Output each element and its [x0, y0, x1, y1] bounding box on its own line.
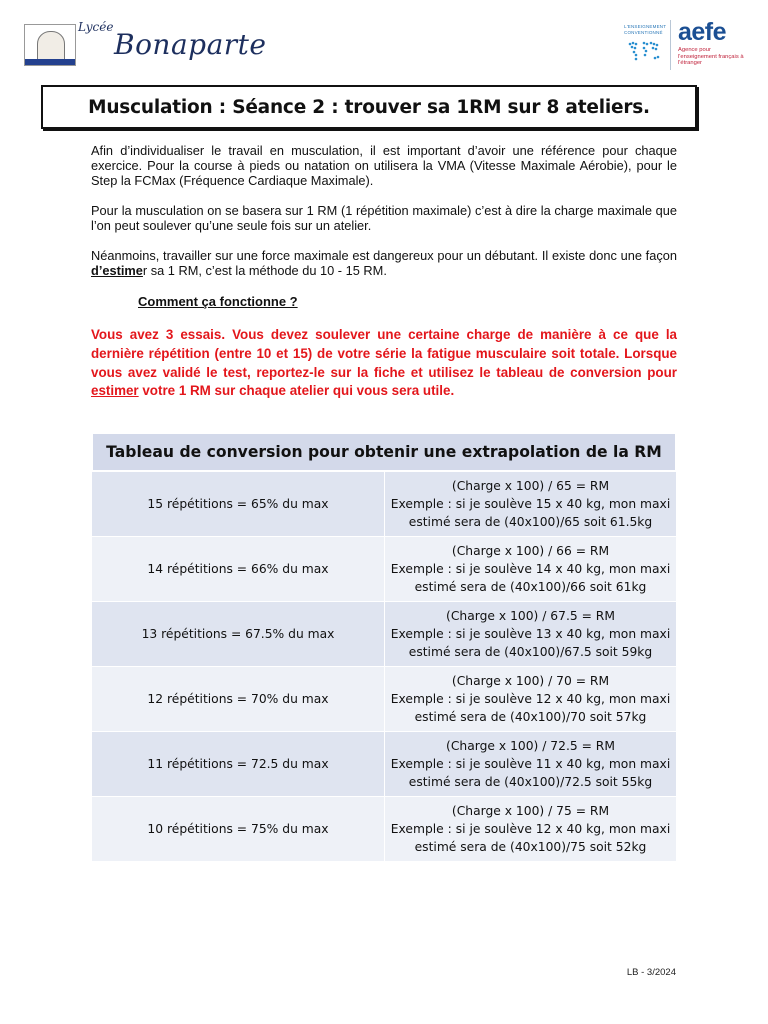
aefe-agency-text: Agence pour l'enseignement français à l'étranger: [678, 47, 744, 67]
logo-divider: [670, 20, 671, 70]
footer-reference: LB - 3/2024: [626, 967, 676, 978]
instructions-start: Vous avez 3 essais. Vous devez soulever une certaine charge de manière à ce que la dernière répétition (entre 10 et 15) de votre série la fatigue musculaire soit totale. Lorsque vous avez validé le test, reportez-le sur la fiche et utilisez le tableau de conversion pour: [91, 327, 677, 380]
formula-cell: [385, 797, 676, 861]
example-line: Exemple : si je soulève 12 x 40 kg, mon maxi: [390, 822, 671, 836]
formula-cell: [385, 602, 676, 666]
napoleon-bust-icon: [24, 24, 76, 66]
intro-paragraph: Afin d’individualiser le travail en musculation, il est important d’avoir une référence pour chaque exercice. Pour la course à pieds ou natation on utilisera la VMA (Vitesse Maximale Aérobie), pour le Step la FCMax (Fréquence Cardiaque Maximale).: [91, 143, 677, 188]
instructions-end: votre 1 RM sur chaque atelier qui vous sera utile.: [138, 383, 455, 399]
method-paragraph: [91, 248, 677, 278]
reps-cell: 10 répétitions = 75% du max: [92, 797, 385, 861]
formula-line: (Charge x 100) / 70 = RM: [451, 674, 610, 688]
reps-cell: 14 répétitions = 66% du max: [92, 537, 385, 601]
world-map-icon: [624, 38, 664, 66]
aefe-logo: [622, 18, 748, 72]
reps-cell: 13 répétitions = 67.5% du max: [92, 602, 385, 666]
rm-definition-paragraph: Pour la musculation on se basera sur 1 RM (1 répétition maximale) c’est à dire la charge maximale que l’on peut soulever qu’une seule fois sur un atelier.: [91, 203, 677, 233]
table-row: [92, 666, 676, 731]
aefe-tagline: L'ENSEIGNEMENT CONVENTIONNÉ: [624, 24, 667, 35]
formula-line: (Charge x 100) / 75 = RM: [451, 804, 610, 818]
formula-line: (Charge x 100) / 67.5 = RM: [446, 609, 615, 623]
result-line: estimé sera de (40x100)/67.5 soit 59kg: [408, 645, 653, 659]
table-title: Tableau de conversion pour obtenir une extrapolation de la RM: [92, 433, 676, 471]
formula-cell: [385, 667, 676, 731]
lycee-bonaparte-logo: [24, 20, 267, 68]
example-line: Exemple : si je soulève 15 x 40 kg, mon maxi: [390, 497, 671, 511]
formula-cell: [385, 732, 676, 796]
method-text-end: r sa 1 RM, c’est la méthode du 10 - 15 RM.: [142, 263, 387, 278]
formula-line: (Charge x 100) / 65 = RM: [451, 479, 610, 493]
result-line: estimé sera de (40x100)/75 soit 52kg: [414, 840, 647, 854]
school-label-small: Lycée: [78, 20, 114, 34]
result-line: estimé sera de (40x100)/70 soit 57kg: [414, 710, 647, 724]
howto-heading: Comment ça fonctionne ?: [138, 294, 298, 309]
instructions-underlined: estimer: [91, 383, 139, 399]
table-row: [92, 601, 676, 666]
formula-cell: [385, 472, 676, 536]
formula-line: (Charge x 100) / 66 = RM: [451, 544, 610, 558]
example-line: Exemple : si je soulève 12 x 40 kg, mon maxi: [390, 692, 671, 706]
example-line: Exemple : si je soulève 14 x 40 kg, mon maxi: [390, 562, 671, 576]
title-box: [41, 85, 697, 129]
aefe-wordmark: aefe: [678, 18, 727, 46]
formula-line: (Charge x 100) / 72.5 = RM: [446, 739, 615, 753]
table-row: [92, 731, 676, 796]
formula-cell: [385, 537, 676, 601]
page-title: Musculation : Séance 2 : trouver sa 1RM sur 8 ateliers.: [88, 96, 650, 118]
result-line: estimé sera de (40x100)/65 soit 61.5kg: [408, 515, 653, 529]
table-row: [92, 796, 676, 861]
example-line: Exemple : si je soulève 11 x 40 kg, mon maxi: [390, 757, 671, 771]
reps-cell: 11 répétitions = 72.5 du max: [92, 732, 385, 796]
method-text-start: Néanmoins, travailler sur une force maximale est dangereux pour un débutant. Il existe donc une façon: [91, 248, 677, 263]
reps-cell: 15 répétitions = 65% du max: [92, 472, 385, 536]
reps-cell: 12 répétitions = 70% du max: [92, 667, 385, 731]
method-emphasis: d’estime: [91, 263, 143, 278]
example-line: Exemple : si je soulève 13 x 40 kg, mon maxi: [390, 627, 671, 641]
school-name: Bonaparte: [114, 28, 267, 61]
conversion-table: [92, 433, 676, 861]
table-row: [92, 471, 676, 536]
table-row: [92, 536, 676, 601]
instructions-paragraph: [91, 326, 677, 401]
result-line: estimé sera de (40x100)/66 soit 61kg: [414, 580, 647, 594]
result-line: estimé sera de (40x100)/72.5 soit 55kg: [408, 775, 653, 789]
